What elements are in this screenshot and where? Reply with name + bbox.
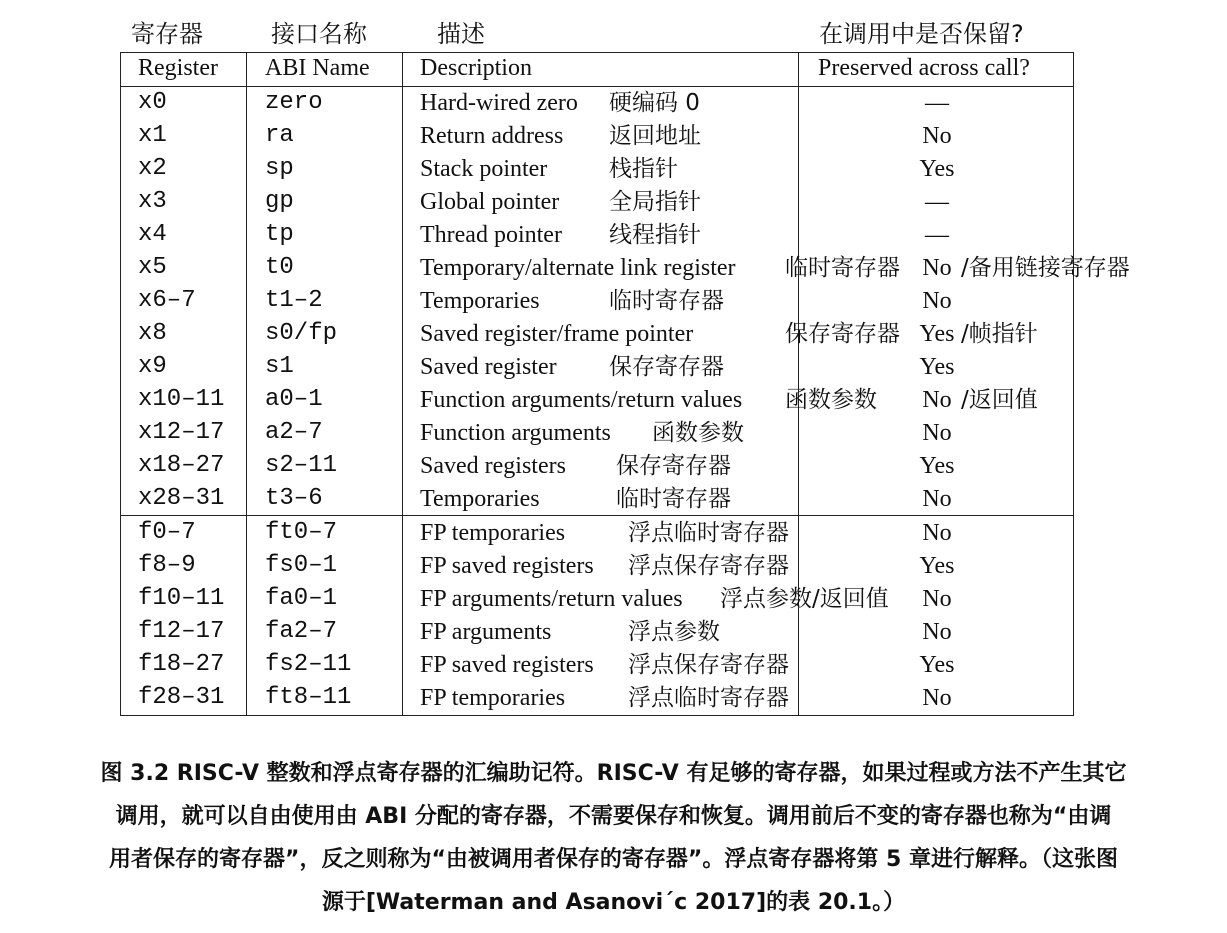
register-name: x0 xyxy=(138,89,167,116)
register-name: x12–17 xyxy=(138,419,225,446)
caption-line: 源于[Waterman and Asanovi´c 2017]的表 20.1。） xyxy=(321,890,906,915)
caption-line: 用者保存的寄存器”，反之则称为“由被调用者保存的寄存器”。浮点寄存器将第 5 章进行解释。（这张图 xyxy=(108,847,1118,872)
preserved-value: No xyxy=(922,619,952,645)
header-description: Description xyxy=(420,55,532,81)
description-zh-note: 浮点保存寄存器 xyxy=(628,652,789,678)
register-description: FP arguments/return values xyxy=(420,586,683,612)
register-name: x10–11 xyxy=(138,386,225,413)
abi-name: a2–7 xyxy=(265,419,323,446)
register-name: x5 xyxy=(138,254,167,281)
description-zh-note: 栈指针 xyxy=(609,156,678,182)
header-abi-name: ABI Name xyxy=(265,55,370,81)
preserved-value: Yes xyxy=(919,321,955,347)
register-name: x28–31 xyxy=(138,485,225,512)
register-name: x3 xyxy=(138,188,167,215)
preserved-value: No xyxy=(922,123,952,149)
preserved-zh-note: /帧指针 xyxy=(961,321,1038,347)
caption-line: 调用，就可以自由使用由 ABI 分配的寄存器，不需要保存和恢复。调用前后不变的寄存器也称为“由调 xyxy=(115,804,1112,829)
abi-name: s1 xyxy=(265,353,294,380)
preserved-value: Yes xyxy=(919,652,955,678)
register-description: Function arguments xyxy=(420,420,611,446)
register-name: f18–27 xyxy=(138,651,225,678)
register-description: Saved register xyxy=(420,354,557,380)
zh-header-description: 描述 xyxy=(437,20,485,48)
register-description: Saved registers xyxy=(420,453,566,479)
register-name: x4 xyxy=(138,221,167,248)
header-register: Register xyxy=(138,55,218,81)
description-zh-note: 浮点临时寄存器 xyxy=(628,520,789,546)
register-name: x9 xyxy=(138,353,167,380)
register-name: f0–7 xyxy=(138,519,196,546)
preserved-value: Yes xyxy=(919,156,955,182)
abi-name: tp xyxy=(265,221,294,248)
preserved-value: No xyxy=(922,255,952,281)
abi-name: gp xyxy=(265,188,294,215)
abi-name: zero xyxy=(265,89,323,116)
register-description: FP saved registers xyxy=(420,652,594,678)
register-description: Temporaries xyxy=(420,288,540,314)
preserved-value: No xyxy=(922,387,952,413)
figure-caption xyxy=(0,752,1227,924)
register-name: f10–11 xyxy=(138,585,225,612)
column-divider xyxy=(798,52,799,716)
abi-name: ra xyxy=(265,122,294,149)
column-divider xyxy=(402,52,403,716)
register-description: Thread pointer xyxy=(420,222,562,248)
header-preserved: Preserved across call? xyxy=(818,55,1030,81)
register-description: Return address xyxy=(420,123,564,149)
abi-name: sp xyxy=(265,155,294,182)
abi-name: t3–6 xyxy=(265,485,323,512)
register-name: x6–7 xyxy=(138,287,196,314)
register-description: Saved register/frame pointer xyxy=(420,321,694,347)
description-zh-note: 保存寄存器 xyxy=(785,321,900,347)
description-zh-note: 返回地址 xyxy=(609,123,701,149)
description-zh-note: 临时寄存器 xyxy=(609,288,724,314)
preserved-zh-note: /备用链接寄存器 xyxy=(961,255,1130,281)
description-zh-note: 临时寄存器 xyxy=(616,486,731,512)
abi-name: fs0–1 xyxy=(265,552,338,579)
register-name: f28–31 xyxy=(138,684,225,711)
description-zh-note: 函数参数 xyxy=(785,387,877,413)
abi-name: fa2–7 xyxy=(265,618,338,645)
description-zh-note: 保存寄存器 xyxy=(609,354,724,380)
description-zh-note: 浮点参数/返回值 xyxy=(720,586,889,612)
abi-name: t1–2 xyxy=(265,287,323,314)
register-description: Function arguments/return values xyxy=(420,387,743,413)
fp-section-divider xyxy=(120,515,1074,516)
abi-name: s0/fp xyxy=(265,320,338,347)
description-zh-note: 浮点保存寄存器 xyxy=(628,553,789,579)
preserved-value: Yes xyxy=(919,354,955,380)
register-description: Global pointer xyxy=(420,189,560,215)
preserved-value: No xyxy=(922,288,952,314)
preserved-value: — xyxy=(925,189,949,215)
description-zh-note: 浮点临时寄存器 xyxy=(628,685,789,711)
preserved-value: No xyxy=(922,586,952,612)
register-name: x1 xyxy=(138,122,167,149)
abi-name: fa0–1 xyxy=(265,585,338,612)
abi-name: t0 xyxy=(265,254,294,281)
zh-header-register: 寄存器 xyxy=(131,20,203,48)
zh-header-preserved: 在调用中是否保留? xyxy=(819,20,1024,48)
abi-name: a0–1 xyxy=(265,386,323,413)
register-description: Temporaries xyxy=(420,486,540,512)
description-zh-note: 临时寄存器 xyxy=(785,255,900,281)
preserved-value: Yes xyxy=(919,453,955,479)
register-description: FP arguments xyxy=(420,619,552,645)
register-description: Temporary/alternate link register xyxy=(420,255,736,281)
register-name: x18–27 xyxy=(138,452,225,479)
preserved-value: No xyxy=(922,486,952,512)
preserved-value: No xyxy=(922,685,952,711)
preserved-zh-note: /返回值 xyxy=(961,387,1038,413)
preserved-value: — xyxy=(925,222,949,248)
header-divider xyxy=(120,86,1074,87)
caption-line: 图 3.2 RISC-V 整数和浮点寄存器的汇编助记符。RISC-V 有足够的寄存器，如果过程或方法不产生其它 xyxy=(100,761,1127,786)
preserved-value: — xyxy=(925,90,949,116)
description-zh-note: 函数参数 xyxy=(652,420,744,446)
register-description: FP temporaries xyxy=(420,685,566,711)
description-zh-note: 硬编码 0 xyxy=(609,90,700,116)
register-name: x2 xyxy=(138,155,167,182)
register-description: FP temporaries xyxy=(420,520,566,546)
register-description: Hard-wired zero xyxy=(420,90,578,116)
preserved-value: No xyxy=(922,520,952,546)
register-description: Stack pointer xyxy=(420,156,548,182)
register-name: x8 xyxy=(138,320,167,347)
description-zh-note: 保存寄存器 xyxy=(616,453,731,479)
description-zh-note: 线程指针 xyxy=(609,222,701,248)
register-name: f8–9 xyxy=(138,552,196,579)
abi-name: s2–11 xyxy=(265,452,338,479)
abi-name: ft0–7 xyxy=(265,519,338,546)
register-description: FP saved registers xyxy=(420,553,594,579)
description-zh-note: 浮点参数 xyxy=(628,619,720,645)
column-divider xyxy=(246,52,247,716)
abi-name: fs2–11 xyxy=(265,651,352,678)
zh-header-abi-name: 接口名称 xyxy=(271,20,367,48)
preserved-value: No xyxy=(922,420,952,446)
register-name: f12–17 xyxy=(138,618,225,645)
description-zh-note: 全局指针 xyxy=(609,189,701,215)
preserved-value: Yes xyxy=(919,553,955,579)
abi-name: ft8–11 xyxy=(265,684,352,711)
